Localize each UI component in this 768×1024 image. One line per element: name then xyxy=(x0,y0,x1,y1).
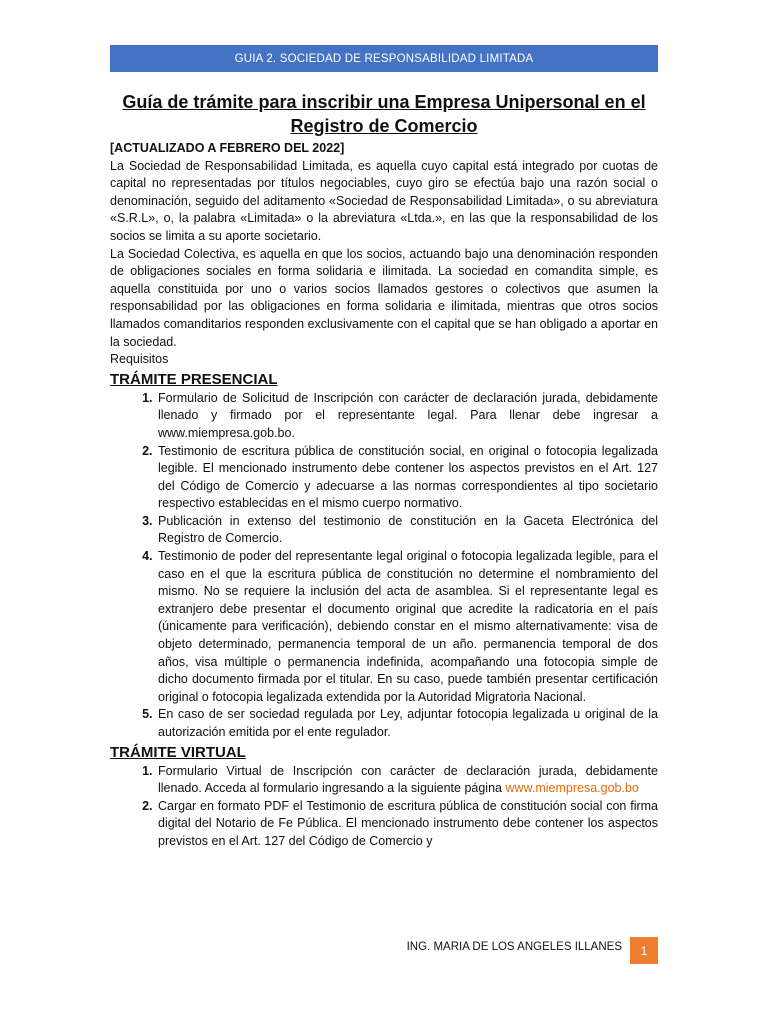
list-item xyxy=(156,443,658,513)
list-item xyxy=(156,763,658,798)
section-heading-virtual: TRÁMITE VIRTUAL xyxy=(110,743,246,761)
requisitos-label: Requisitos xyxy=(110,352,169,367)
section-heading-presencial: TRÁMITE PRESENCIAL xyxy=(110,370,278,388)
list-item xyxy=(156,390,658,443)
document-title: Guía de trámite para inscribir una Empresa Unipersonal en el Registro de Comercio xyxy=(122,92,646,136)
list-item xyxy=(156,548,658,706)
presencial-list xyxy=(110,390,658,742)
virtual-list xyxy=(110,763,658,851)
list-item-text: Formulario de Solicitud de Inscripción con carácter de declaración jurada, debidamente llenado y firmado por el representante legal. Para llenar debe ingresar a www.miempresa.gob.bo. xyxy=(158,390,658,440)
page-number xyxy=(630,937,658,964)
document-body xyxy=(110,90,658,851)
list-item-text: Testimonio de escritura pública de constitución social, en original o fotocopia legalizada legible. El mencionado instrumento debe contener los aspectos previstos en el Art. 127 del Código de Comercio y adecuarse a las normas correspondientes al tipo societario respectivo establecidas en el mismo cuerpo normativo. xyxy=(158,443,658,511)
miempresa-link[interactable]: www.miempresa.gob.bo xyxy=(505,781,639,796)
list-item-text: En caso de ser sociedad regulada por Ley, adjuntar fotocopia legalizada u original de la autorización emitida por el ente regulador. xyxy=(158,707,658,739)
updated-note: [ACTUALIZADO A FEBRERO DEL 2022] xyxy=(110,141,345,155)
list-item xyxy=(156,798,658,851)
footer-author: ING. MARIA DE LOS ANGELES ILLANES xyxy=(406,941,622,953)
running-header-title: GUIA 2. SOCIEDAD DE RESPONSABILIDAD LIMITADA xyxy=(234,52,534,65)
list-item-text: Cargar en formato PDF el Testimonio de escritura pública de constitución social con firma digital del Notario de Fe Pública. El mencionado instrumento debe contener los aspectos previstos en el Art. 127 del Código de Comercio y xyxy=(158,798,658,848)
paragraph: La Sociedad Colectiva, es aquella en que los socios, actuando bajo una denominación responden de obligaciones sociales en forma solidaria e ilimitada. La sociedad en comandita simple, es aquella constituida por uno o varios socios llamados gestores o colectivos que asumen la responsabilidad por las obligaciones en forma solidaria e ilimitada, mientras que otros socios llamados comanditarios responden exclusivamente con el capital que se han obligado a aportar en la sociedad. xyxy=(110,246,658,349)
list-item-text: Testimonio de poder del representante legal original o fotocopia legalizada legible, para el caso en el que la escritura pública de constitución no determine el nombramiento del mismo. No se requiere la inclusión del acta de asamblea. Si el representante legal es extranjero debe presentar el documento original que acredite la radicatoria en el país (únicamente para verificación), debiendo constar en el mismo alternativamente: visa de objeto determinado, permanencia temporal de un año. permanencia temporal de dos años, visa múltiple o permanencia indefinida, acompañando una fotocopia simple de dicho documento firmada por el titular. En su caso, puede también presentar certificación original o fotocopia legalizada extendida por la Autoridad Migratoria Nacional. xyxy=(158,549,658,704)
running-header xyxy=(110,45,658,72)
list-item xyxy=(156,513,658,548)
list-item-text: Formulario Virtual de Inscripción con carácter de declaración jurada, debidamente llenado. Acceda al formulario ingresando a la siguiente página xyxy=(158,763,658,796)
page-number-text: 1 xyxy=(640,943,648,958)
list-item-text: Publicación in extenso del testimonio de constitución en la Gaceta Electrónica del Registro de Comercio. xyxy=(158,513,658,546)
paragraph: La Sociedad de Responsabilidad Limitada, es aquella cuyo capital está integrado por cuotas de capital no representadas por títulos negociables, cuyo giro se efectúa bajo una razón social o denominación, seguido del aditamento «Sociedad de Responsabilidad Limitada», o su abreviatura «S.R.L», o, la palabra «Limitada» o la abreviatura «Ltda.», en las que la responsabilidad de los socios se limita a su aporte societario. xyxy=(110,158,658,243)
list-item xyxy=(156,706,658,741)
